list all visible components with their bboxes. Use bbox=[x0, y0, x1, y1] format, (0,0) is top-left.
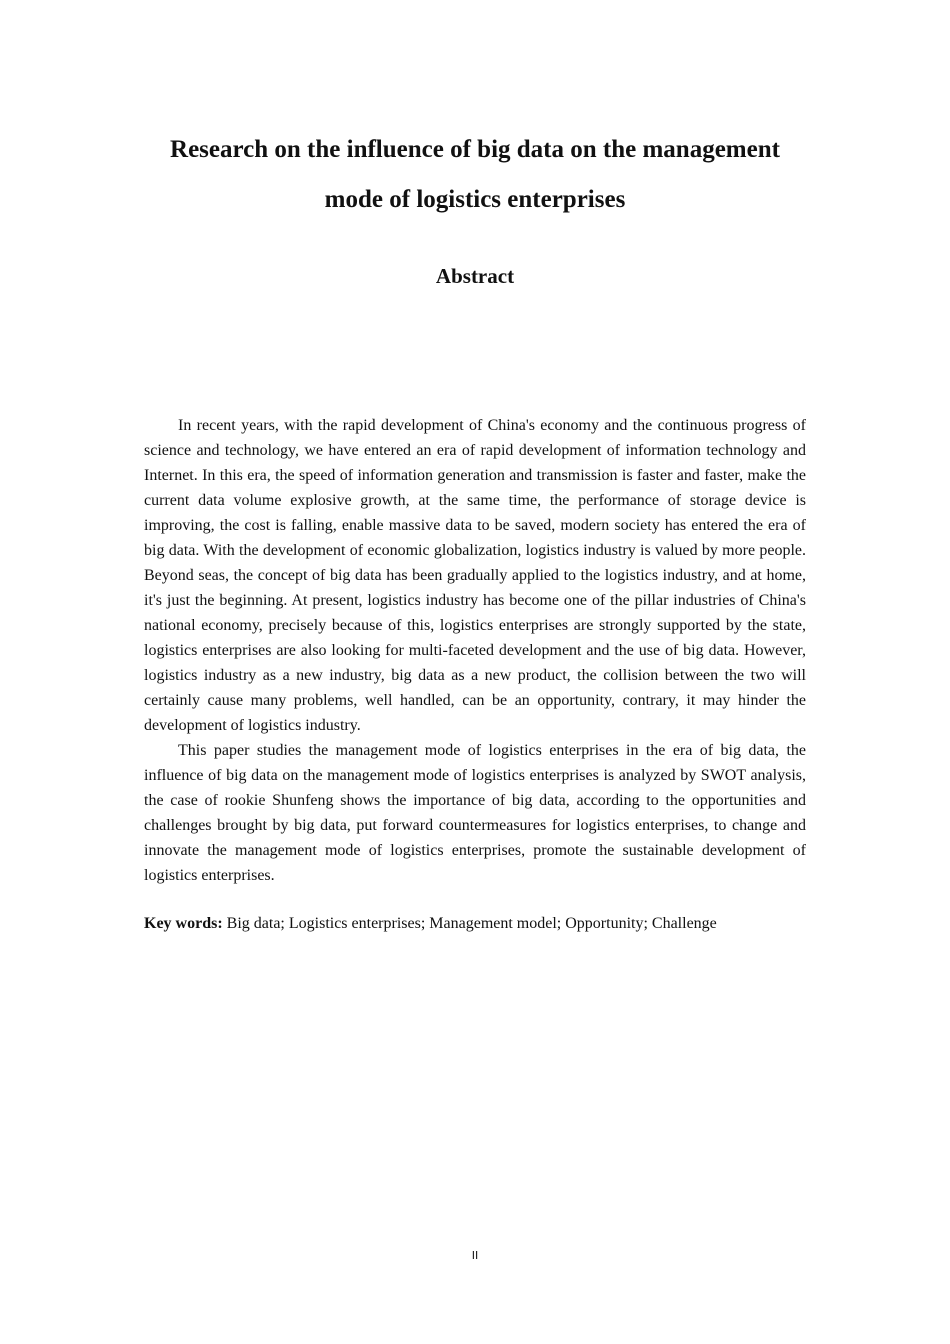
paper-title-line-1: Research on the influence of big data on the management bbox=[170, 136, 780, 163]
abstract-body bbox=[144, 413, 806, 888]
keywords-line bbox=[144, 911, 806, 936]
keywords-label: Key words: bbox=[144, 915, 223, 932]
page-number: II bbox=[471, 1249, 479, 1262]
keywords-text: Big data; Logistics enterprises; Management model; Opportunity; Challenge bbox=[222, 915, 717, 932]
abstract-heading: Abstract bbox=[435, 264, 515, 288]
abstract-paragraph-1: In recent years, with the rapid development of China's economy and the continuous progress of science and technology, we have entered an era of rapid development of information technology and Internet. In this era, the speed of information generation and transmission is faster and faster, make the current data volume explosive growth, at the same time, the performance of storage device is improving, the cost is falling, enable massive data to be saved, modern society has entered the era of big data. With the development of economic globalization, logistics industry is valued by more people. Beyond seas, the concept of big data has been gradually applied to the logistics industry, and at home, it's just the beginning. At present, logistics industry has become one of the pillar industries of China's national economy, precisely because of this, logistics enterprises are strongly supported by the state, logistics enterprises are also looking for multi-faceted development and the use of big data. However, logistics industry as a new industry, big data as a new product, the collision between the two will certainly cause many problems, well handled, can be an opportunity, contrary, it may hinder the development of logistics industry. bbox=[144, 417, 806, 734]
paper-title-line-2: mode of logistics enterprises bbox=[324, 186, 626, 213]
abstract-paragraph-2: This paper studies the management mode of logistics enterprises in the era of big data, the influence of big data on the management mode of logistics enterprises is analyzed by SWOT analysis, the case of rookie Shunfeng shows the importance of big data, according to the opportunities and challenges brought by big data, put forward countermeasures for logistics enterprises, to change and innovate the management mode of logistics enterprises, promote the sustainable development of logistics enterprises. bbox=[144, 742, 806, 884]
